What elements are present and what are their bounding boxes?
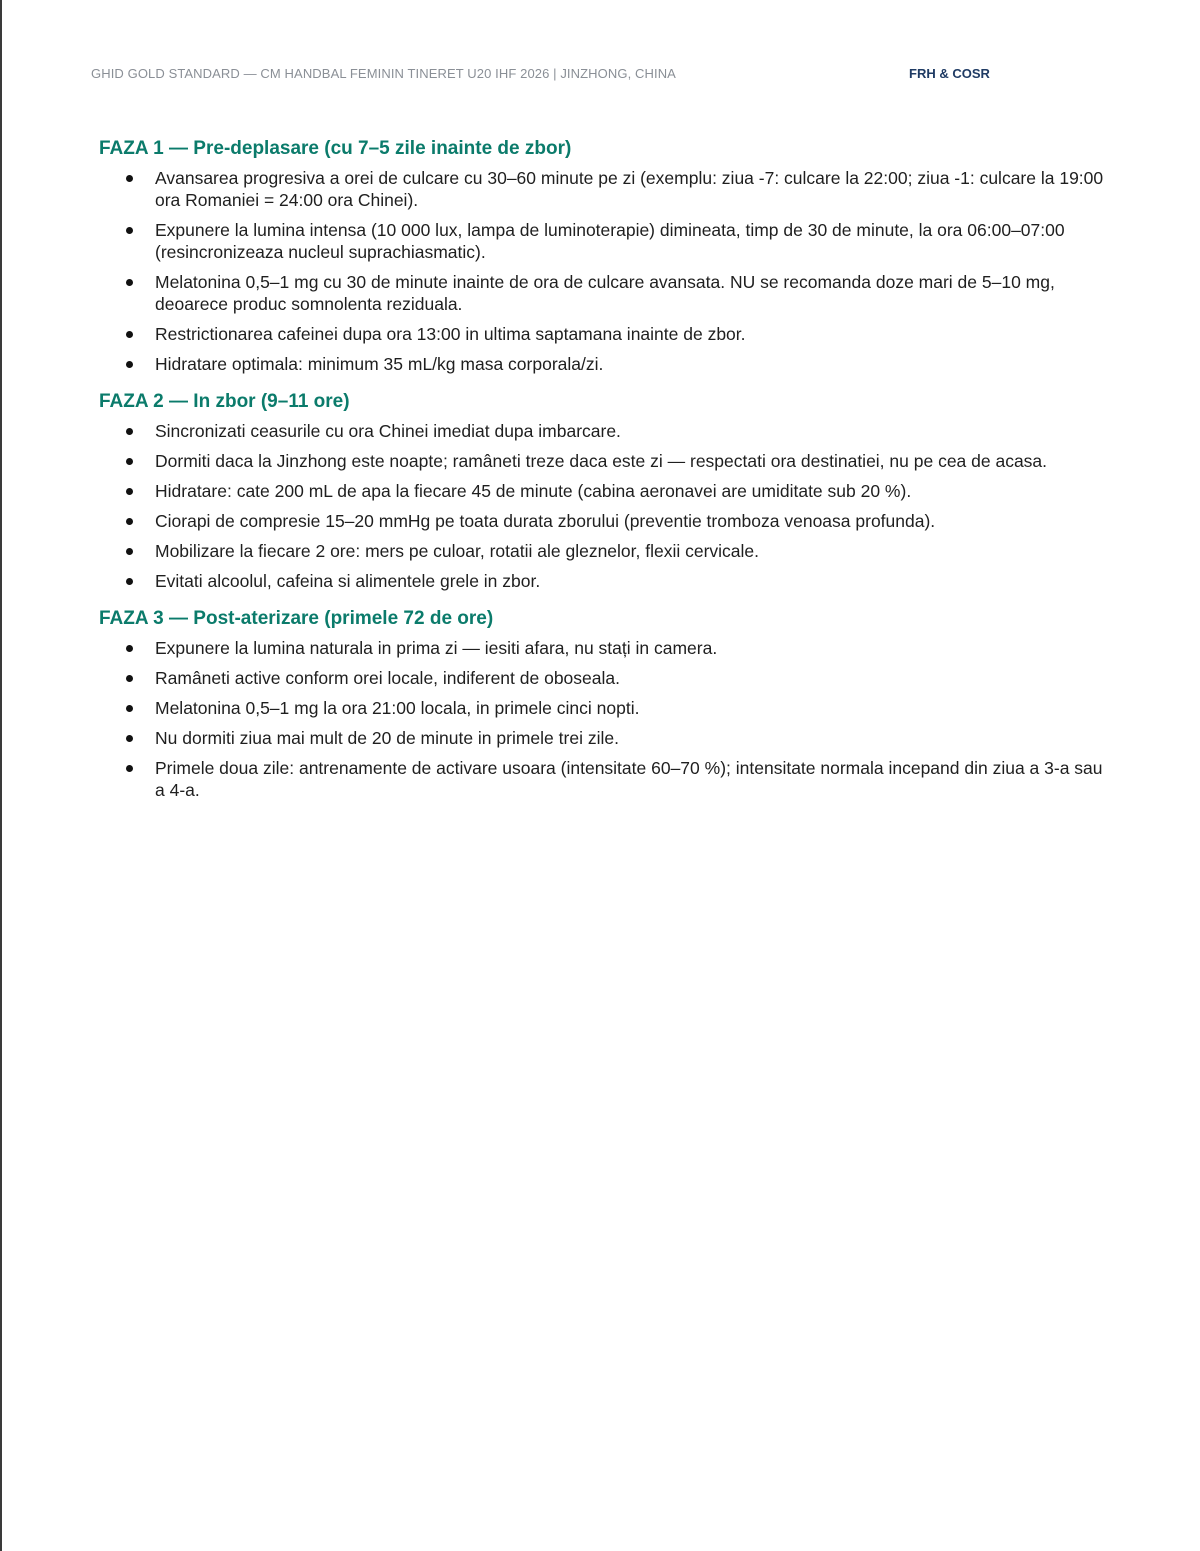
header-title: GHID GOLD STANDARD — CM HANDBAL FEMININ TINERET U20 IHF 2026 | JINZHONG, CHINA [91, 66, 676, 81]
phase-1-heading: FAZA 1 — Pre-deplasare (cu 7–5 zile inainte de zbor) [99, 138, 572, 159]
phase-1-list [99, 167, 1109, 375]
bullet-icon [126, 361, 133, 368]
list-item [99, 323, 1109, 345]
phase-3-list [99, 637, 1109, 801]
phase-1-section [99, 137, 1109, 375]
list-item [99, 450, 1109, 472]
bullet-icon [126, 735, 133, 742]
list-item-text: Dormiti daca la Jinzhong este noapte; ramâneti treze daca este zi — respectati ora destinatiei, nu pe cea de acasa. [155, 451, 1048, 471]
page-header [91, 66, 1101, 84]
list-item-text: Expunere la lumina intensa (10 000 lux, lampa de luminoterapie) dimineata, timp de 30 de minute, la ora 06:00–07:00 (resincronizeaza nucleul suprachiasmatic). [155, 220, 1065, 262]
list-item [99, 697, 1109, 719]
phase-3-section [99, 607, 1109, 801]
list-item-text: Sincronizati ceasurile cu ora Chinei imediat dupa imbarcare. [155, 421, 621, 441]
list-item-text: Ramâneti active conform orei locale, indiferent de oboseala. [155, 668, 620, 688]
list-item-text: Mobilizare la fiecare 2 ore: mers pe culoar, rotatii ale gleznelor, flexii cervicale. [155, 541, 760, 561]
bullet-icon [126, 645, 133, 652]
list-item [99, 727, 1109, 749]
bullet-icon [126, 548, 133, 555]
list-item-text: Primele doua zile: antrenamente de activare usoara (intensitate 60–70 %); intensitate normala incepand din ziua a 3-a sau a 4-a. [155, 758, 1103, 800]
list-item [99, 167, 1109, 211]
list-item-text: Avansarea progresiva a orei de culcare cu 30–60 minute pe zi (exemplu: ziua -7: culcare la 22:00; ziua -1: culcare la 19:00 ora Romaniei = 24:00 ora Chinei). [155, 168, 1104, 210]
page-edge [0, 0, 2, 1551]
bullet-icon [126, 488, 133, 495]
bullet-icon [126, 428, 133, 435]
bullet-icon [126, 675, 133, 682]
header-organization: FRH & COSR [909, 66, 990, 81]
bullet-icon [126, 227, 133, 234]
bullet-icon [126, 331, 133, 338]
document-body [99, 137, 1109, 816]
list-item-text: Melatonina 0,5–1 mg la ora 21:00 locala, in primele cinci nopti. [155, 698, 640, 718]
bullet-icon [126, 175, 133, 182]
bullet-icon [126, 458, 133, 465]
list-item [99, 271, 1109, 315]
list-item [99, 510, 1109, 532]
bullet-icon [126, 279, 133, 286]
phase-2-list [99, 420, 1109, 592]
bullet-icon [126, 578, 133, 585]
list-item-text: Hidratare: cate 200 mL de apa la fiecare 45 de minute (cabina aeronavei are umiditate sub 20 %). [155, 481, 912, 501]
list-item [99, 757, 1109, 801]
list-item-text: Evitati alcoolul, cafeina si alimentele grele in zbor. [155, 571, 541, 591]
list-item-text: Restrictionarea cafeinei dupa ora 13:00 in ultima saptamana inainte de zbor. [155, 324, 746, 344]
bullet-icon [126, 705, 133, 712]
bullet-icon [126, 765, 133, 772]
phase-2-section [99, 390, 1109, 592]
list-item-text: Melatonina 0,5–1 mg cu 30 de minute inainte de ora de culcare avansata. NU se recomanda doze mari de 5–10 mg, deoarece produc somnolenta reziduala. [155, 272, 1055, 314]
list-item [99, 637, 1109, 659]
list-item-text: Expunere la lumina naturala in prima zi — iesiti afara, nu stați in camera. [155, 638, 718, 658]
phase-3-heading: FAZA 3 — Post-aterizare (primele 72 de ore) [99, 608, 494, 629]
list-item [99, 353, 1109, 375]
list-item-text: Hidratare optimala: minimum 35 mL/kg masa corporala/zi. [155, 354, 604, 374]
list-item-text: Ciorapi de compresie 15–20 mmHg pe toata durata zborului (preventie tromboza venoasa profunda). [155, 511, 936, 531]
list-item [99, 480, 1109, 502]
list-item [99, 420, 1109, 442]
phase-2-heading: FAZA 2 — In zbor (9–11 ore) [99, 391, 350, 412]
bullet-icon [126, 518, 133, 525]
list-item-text: Nu dormiti ziua mai mult de 20 de minute in primele trei zile. [155, 728, 619, 748]
list-item [99, 570, 1109, 592]
list-item [99, 219, 1109, 263]
list-item [99, 667, 1109, 689]
list-item [99, 540, 1109, 562]
